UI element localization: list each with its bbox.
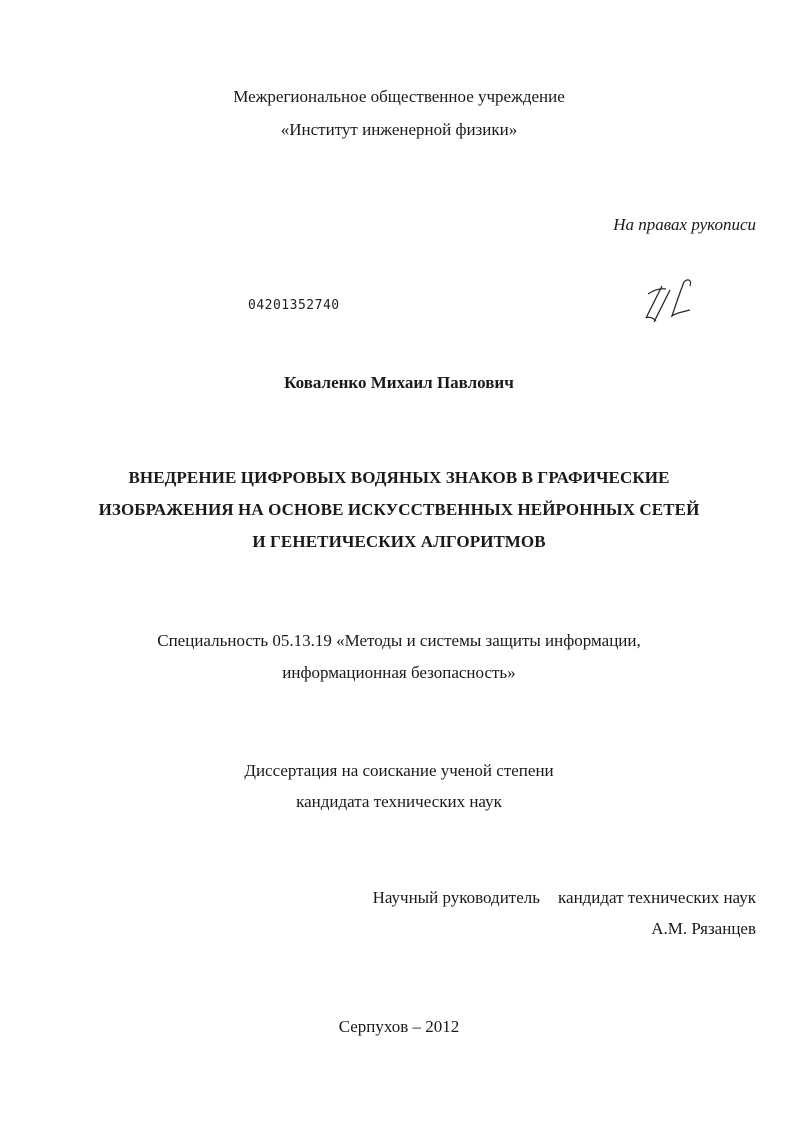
city-year: Серпухов – 2012 [338,1017,460,1036]
supervisor-name: А.М. Рязанцев [651,919,756,938]
author-name: Коваленко Михаил Павлович [284,373,514,392]
specialty-line-1: Специальность 05.13.19 «Методы и системы защиты информации, [157,631,641,650]
title-line-3: И ГЕНЕТИЧЕСКИХ АЛГОРИТМОВ [252,532,546,551]
dissertation-line-1: Диссертация на соискание ученой степени [244,761,554,780]
rights-notice: На правах рукописи [613,215,756,234]
title-line-1: ВНЕДРЕНИЕ ЦИФРОВЫХ ВОДЯНЫХ ЗНАКОВ В ГРАФИЧЕСКИЕ [128,468,670,487]
supervisor-line [373,887,756,909]
specialty-line-2: информационная безопасность» [282,663,516,682]
document-number: 04201352740 [248,298,340,313]
signature-icon [640,272,710,332]
dissertation-line-2: кандидата технических наук [296,792,502,811]
institution-line-1: Межрегиональное общественное учреждение [233,87,565,106]
title-line-2: ИЗОБРАЖЕНИЯ НА ОСНОВЕ ИСКУССТВЕННЫХ НЕЙРОННЫХ СЕТЕЙ [98,500,700,519]
supervisor-label: Научный руководитель [372,888,541,907]
supervisor-degree: кандидат технических наук [558,888,756,907]
institution-line-2: «Институт инженерной физики» [280,120,518,139]
